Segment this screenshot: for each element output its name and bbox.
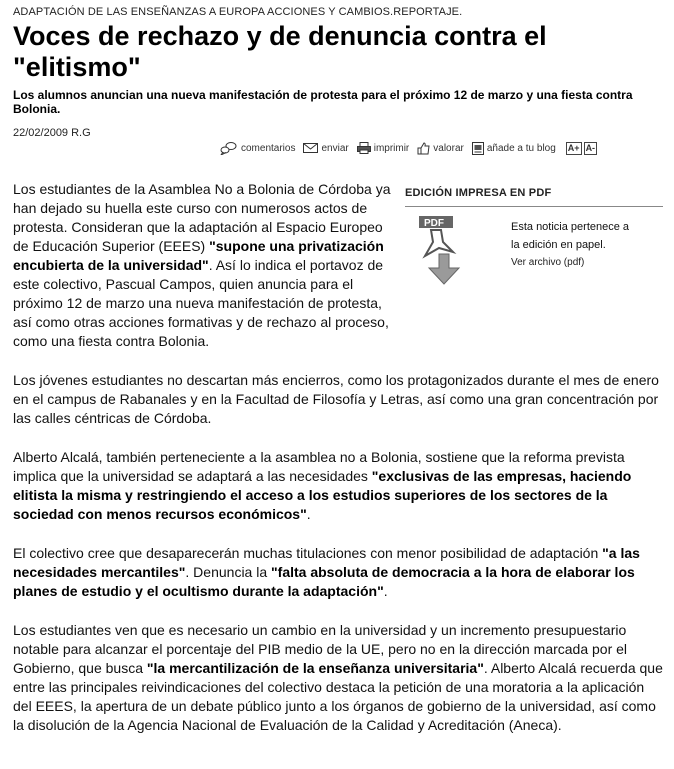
font-decrease-button[interactable]: A- (585, 142, 596, 153)
print-edition-line1: Esta noticia pertenece a (511, 221, 630, 233)
quote-democracia: "falta absoluta de democracia a la hora de elaborar los planes de estudio y el ocultismo durante la adaptación" (13, 564, 635, 599)
section-kicker: ADAPTACIÓN DE LAS ENSEÑANZAS A EUROPA ACCIONES Y CAMBIOS.REPORTAJE. (13, 6, 463, 18)
article-dateline: 22/02/2009 R.G (13, 127, 91, 139)
print-button[interactable] (357, 142, 410, 154)
paragraph-4: El colectivo cree que desaparecerán muchas titulaciones con menor posibilidad de adaptación "a las necesidades mercantiles". Denuncia la "falta absoluta de democracia a la hora de elaborar los planes de estudio y el ocultismo durante la adaptación". (13, 545, 640, 599)
print-label: imprimir (373, 142, 410, 154)
printer-icon (357, 142, 371, 154)
quote-mercantilizacion: "la mercantilización de la enseñanza universitaria" (146, 660, 484, 676)
article-subhead: Los alumnos anuncian una nueva manifestación de protesta para el próximo 12 de marzo y una fiesta contra Bolonia. (13, 88, 633, 116)
paragraph-2: Los jóvenes estudiantes no descartan más encierros, como los protagonizados durante el mes de enero en el campus de Rabanales y en la Facultad de Filosofía y Letras, así como una gran concentración por las calles céntricas de Córdoba. (13, 372, 659, 426)
comments-label: comentarios (241, 142, 296, 154)
article-body (13, 180, 663, 755)
font-increase-button[interactable]: A+ (567, 142, 580, 153)
paragraph-5: Los estudiantes ven que es necesario un cambio en la universidad y un incremento presupuestario notable para alcanzar el porcentaje del PIB medio de la UE, pero no en la dirección marcada por el Gobierno, que busca "la mercantilización de la enseñanza universitaria". Alberto Alcalá recuerda que entre las principales reivindicaciones del colectivo destaca la petición de una moratoria a la aplicación del EEES, la apertura de un debate público junto a los órganos de gobierno de la universidad, así como la disolución de la Agencia Nacional de Evaluación de la Calidad y Acreditación (Aneca). (13, 622, 663, 733)
blog-icon (472, 142, 484, 155)
comments-button[interactable] (220, 141, 295, 155)
add-to-blog-button[interactable] (472, 142, 556, 155)
quote-privatizacion: "supone una privatización encubierta de la universidad" (13, 238, 384, 273)
send-button[interactable] (303, 143, 348, 154)
print-edition-line2: la edición en papel. (511, 239, 606, 251)
envelope-icon (303, 143, 318, 153)
paragraph-1: Los estudiantes de la Asamblea No a Bolonia de Córdoba ya han dejado su huella este curso con numerosos actos de protesta. Consideran que la adaptación al Espacio Europeo de Educación Superior (EEES) "supone una privatización encubierta de la universidad". Así lo indica el portavoz de este colectivo, Pascual Campos, quien anuncia para el próximo 12 de marzo una nueva manifestación de protesta, así como otras acciones formativas y de rechazo al proceso, como una fiesta contra Bolonia. (13, 181, 391, 349)
comments-icon (220, 141, 238, 155)
quote-mercantiles: "a las necesidades mercantiles" (13, 545, 640, 580)
rate-button[interactable] (417, 142, 464, 155)
view-pdf-link[interactable]: Ver archivo (pdf) (511, 257, 585, 268)
thumb-icon (417, 142, 430, 155)
print-edition-box (405, 184, 663, 306)
send-label: enviar (321, 142, 349, 154)
rate-label: valorar (433, 142, 464, 154)
add-to-blog-label: añade a tu blog (486, 142, 556, 154)
quote-empresas: "exclusivas de las empresas, haciendo elitista la misma y restringiendo el acceso a los estudios superiores de los sectores de la sociedad con menos recursos económicos" (13, 468, 632, 522)
paragraph-3: Alberto Alcalá, también perteneciente a la asamblea no a Bolonia, sostiene que la reforma prevista implica que la universidad se adaptará a las necesidades "exclusivas de las empresas, haciendo elitista la misma y restringiendo el acceso a los estudios superiores de los sectores de la sociedad con menos recursos económicos". (13, 449, 632, 522)
print-edition-title: EDICIÓN IMPRESA EN PDF (405, 184, 663, 207)
pdf-icon-label: PDF (424, 218, 444, 229)
pdf-download-icon[interactable] (417, 212, 477, 290)
article-toolbar (220, 139, 597, 157)
print-edition-text (511, 218, 661, 272)
article-headline: Voces de rechazo y de denuncia contra el "elitismo" (13, 21, 547, 82)
